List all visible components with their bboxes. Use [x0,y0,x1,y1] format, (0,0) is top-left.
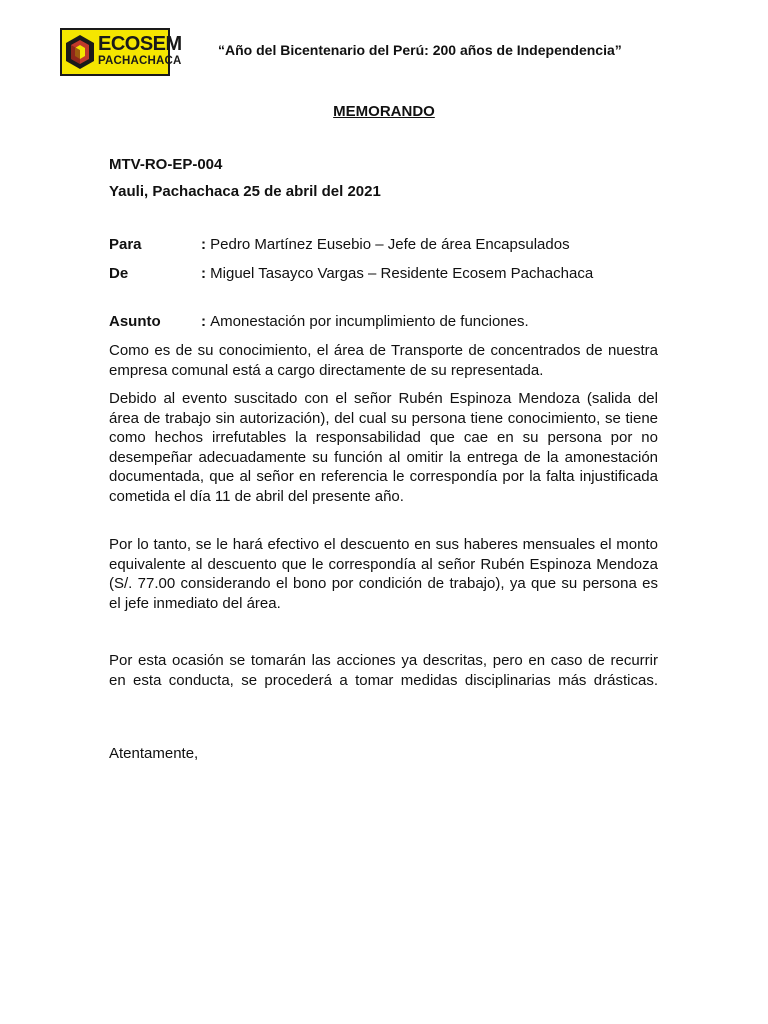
paragraph-line: el jefe inmediato del área. [109,594,281,612]
field-asunto-label: Asunto [109,313,161,330]
paragraph-line: Por lo tanto, se le hará efectivo el descuento en sus haberes mensuales el monto [109,536,658,553]
field-asunto: Asunto : Amonestación por incumplimiento de funciones. [109,313,529,330]
paragraph-3 [109,535,658,613]
paragraph-1 [109,341,658,380]
year-motto: “Año del Bicentenario del Perú: 200 años de Independencia” [218,42,622,58]
memo-code: MTV-RO-EP-004 [109,156,223,173]
field-para: Para : Pedro Martínez Eusebio – Jefe de área Encapsulados [109,236,570,253]
memo-title: MEMORANDO [333,103,435,120]
paragraph-line: cometida el día 11 de abril del presente año. [109,487,404,505]
closing-salutation: Atentamente, [109,745,199,762]
paragraph-line: Debido al evento suscitado con el señor Rubén Espinoza Mendoza (salida del [109,390,658,407]
field-de: De : Miguel Tasayco Vargas – Residente Ecosem Pachachaca [109,265,594,282]
company-logo [60,28,182,76]
paragraph-line: área de trabajo sin autorización), del cual su persona tiene conocimiento, se tiene [109,409,658,427]
paragraph-4 [109,651,658,690]
paragraph-line: (S/. 77.00 considerando el bono por condición de trabajo), ya que su persona es [109,575,658,592]
paragraph-line: Por esta ocasión se tomarán las acciones ya descritas, pero en caso de recurrir [109,652,658,669]
paragraph-line: Como es de su conocimiento, el área de Transporte de concentrados de nuestra [109,342,658,359]
logo-name-top: ECOSEM [98,33,182,55]
paragraph-line: en esta conducta, se procederá a tomar medidas disciplinarias más drásticas. [109,671,658,689]
paragraph-2 [109,389,658,506]
paragraph-line: documentada, que al señor en referencia le correspondía por la falta injustificada [109,468,658,485]
memo-place-date: Yauli, Pachachaca 25 de abril del 2021 [109,183,381,200]
field-para-label: Para [109,236,142,253]
field-de-label: De [109,265,129,282]
paragraph-line: equivalente al descuento que le correspondía al señor Rubén Espinoza Mendoza [109,555,658,573]
paragraph-line: como hechos irrefutables la responsabilidad que cae en su persona por no [109,429,658,446]
field-para-value: Pedro Martínez Eusebio – Jefe de área Encapsulados [210,236,570,253]
logo-name-bottom: PACHACHACA [98,55,182,67]
field-asunto-value: Amonestación por incumplimiento de funciones. [210,313,529,330]
field-de-value: Miguel Tasayco Vargas – Residente Ecosem Pachachaca [210,265,594,282]
ecosem-emblem-icon [65,34,95,70]
paragraph-line: desempeñar adecuadamente su función al omitir la entrega de la amonestación [109,448,658,466]
paragraph-line: empresa comunal está a cargo directamente de su representada. [109,361,544,379]
